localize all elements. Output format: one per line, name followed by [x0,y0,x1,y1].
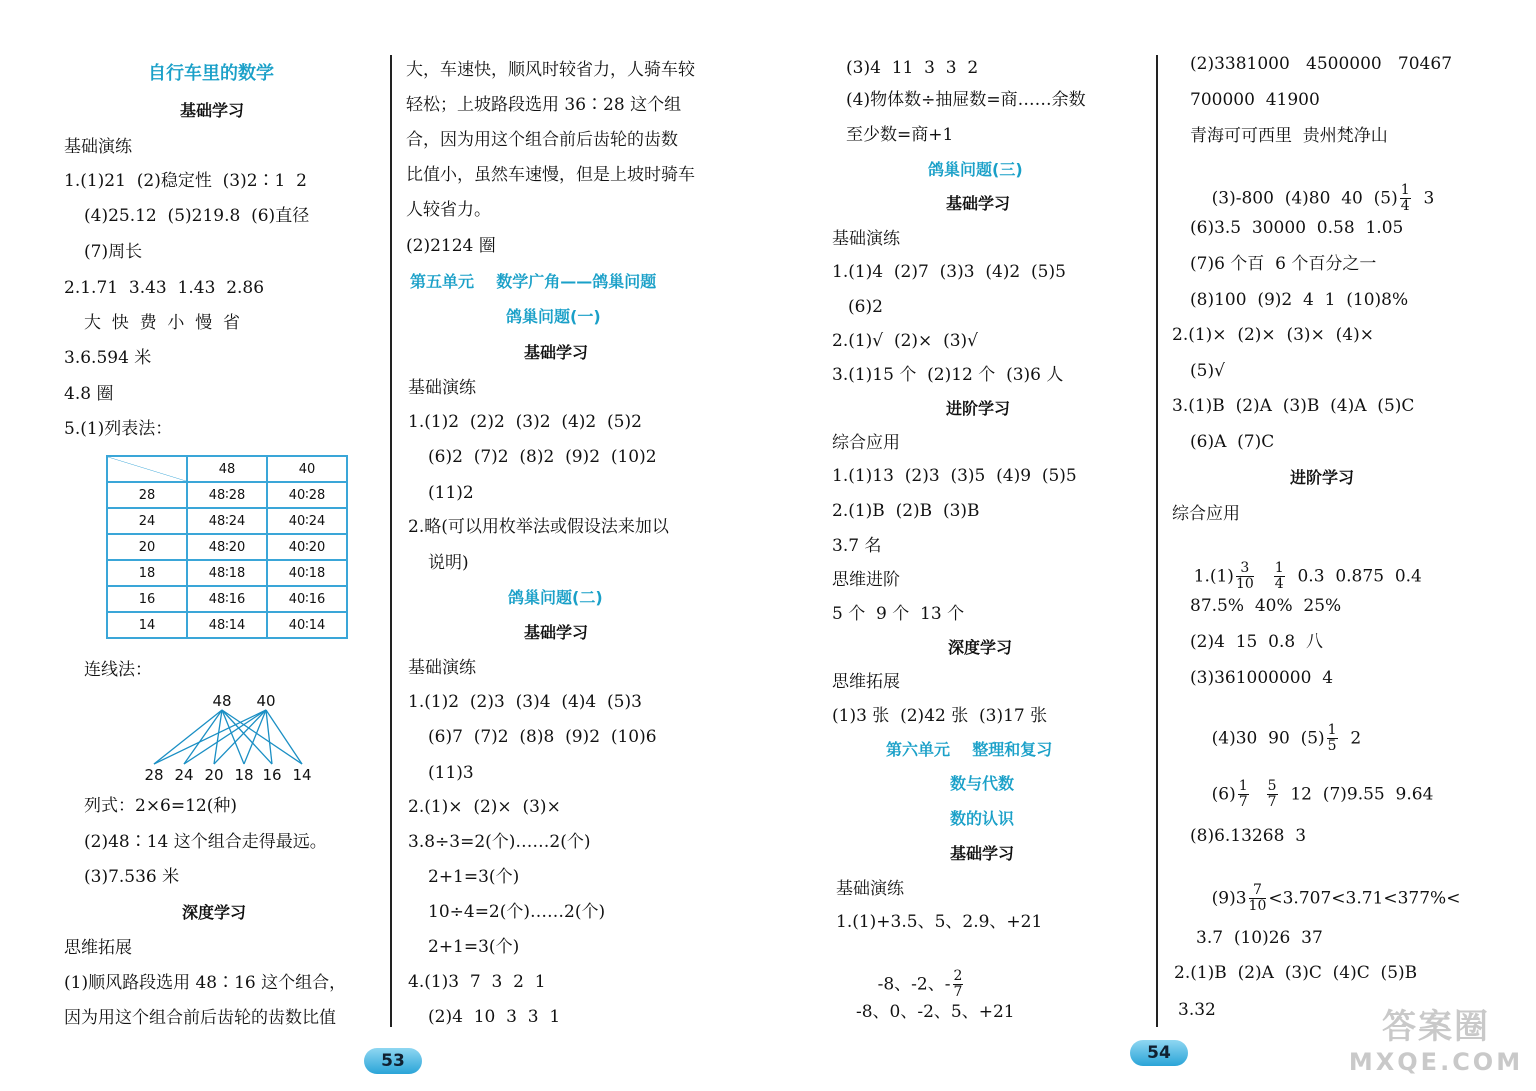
answer-text: (4)30 90 (5) [1211,728,1325,749]
answer-text: (9)3 [1211,888,1247,909]
answer-line: 青海可可西里 贵州梵净山 [1190,126,1388,146]
subheading: 综合应用 [832,433,900,453]
answer-line: 10÷4=2(个)……2(个) [428,902,606,922]
node-bottom: 18 [234,766,254,784]
fraction: $\frac{3}{10}$ [1235,560,1254,593]
table-cell: 40∶14 [267,612,347,638]
answer-line: 2+1=3(个) [428,867,520,887]
answer-line: 2+1=3(个) [428,937,520,957]
answer-line: (8)6.13268 3 [1190,826,1307,846]
answer-text: (6) [1211,784,1236,805]
answer-line: 大，车速快，顺风时较省力，人骑车较 [406,60,695,80]
table-row [107,482,347,508]
table-row [107,534,347,560]
node-top: 40 [256,692,276,710]
section-heading: 基础学习 [946,194,1011,213]
answer-line: 3.7 名 [832,536,882,556]
answer-line: (7)周长 [84,242,143,262]
connection-diagram [140,692,320,784]
fraction: $\frac{5}{7}$ [1267,778,1277,811]
answer-line: 2.(1)B (2)B (3)B [832,501,980,521]
answer-text: 1.(1) [1193,566,1234,587]
table-row [107,560,347,586]
section-heading: 深度学习 [182,903,247,922]
answer-line: 合，因为用这个组合前后齿轮的齿数 [406,130,678,150]
fraction: $\frac{1}{4}$ [1400,182,1410,215]
subheading: 基础演练 [408,658,476,678]
table-cell: 40∶28 [267,482,347,508]
section-title: 自行车里的数学 [148,63,274,84]
answer-line: 1.(1)+3.5、5、2.9、+21 [836,912,1043,932]
table-cell: 18 [107,560,187,586]
answer-line: 4.8 圈 [64,384,114,404]
table-cell: 28 [107,482,187,508]
answer-line: 1.(1)2 (2)2 (3)2 (4)2 (5)2 [408,412,642,432]
node-bottom: 24 [174,766,194,784]
fraction: $\frac{1}{5}$ [1327,722,1337,755]
table-cell: 16 [107,586,187,612]
answer-line: (2)2124 圈 [406,236,496,256]
subheading: 基础演练 [832,229,900,249]
answer-line: 4.(1)3 7 3 2 1 [408,972,546,992]
answer-line: 轻松；上坡路段选用 36∶28 这个组 [406,95,682,115]
answer-line: (8)100 (9)2 4 1 (10)8% [1190,290,1409,310]
answer-text: 3 [1412,188,1435,209]
section-title: 数的认识 [950,809,1015,828]
answer-line: 3.(1)15 个 (2)12 个 (3)6 人 [832,365,1064,385]
answer-line: 3.32 [1178,1000,1216,1020]
answer-line: (1)3 张 (2)42 张 (3)17 张 [832,706,1048,726]
table-cell: 14 [107,612,187,638]
answer-line: 人较省力。 [406,200,491,220]
answer-line: 5 个 9 个 13 个 [832,604,965,624]
table-header: 40 [267,456,347,482]
answer-line: (11)2 [428,483,474,503]
section-heading: 进阶学习 [1290,468,1355,487]
subheading: 基础演练 [408,378,476,398]
answer-line: (3)4 11 3 3 2 [846,58,979,78]
page-number: 53 [364,1048,422,1074]
section-title: 鸽巢问题(一) [506,307,601,326]
answer-line: 5.(1)列表法： [64,419,173,439]
answer-line: 说明) [428,553,469,573]
answer-line: 连线法： [84,660,152,680]
answer-line: (4)物体数÷抽屉数=商……余数 [846,90,1086,110]
node-bottom: 20 [204,766,224,784]
subheading: 基础演练 [64,137,132,157]
answer-text: -8、-2、- [877,974,951,995]
table-cell: 40∶20 [267,534,347,560]
answer-line [1190,866,1460,932]
table-cell: 40∶18 [267,560,347,586]
answer-line: (6)2 (7)2 (8)2 (9)2 (10)2 [428,447,657,467]
subheading: 思维拓展 [832,672,900,692]
watermark-url: MXQE.COM [1348,1048,1524,1076]
unit-title: 第六单元 整理和复习 [886,740,1053,759]
answer-line: (1)顺风路段选用 48∶16 这个组合， [64,973,347,993]
table-row [107,586,347,612]
watermark-logo [1346,999,1526,1081]
answer-line: (6)7 (7)2 (8)8 (9)2 (10)6 [428,727,657,747]
answer-line: 2.(1)× (2)× (3)× [408,797,561,817]
answer-line: (6)3.5 30000 0.58 1.05 [1190,218,1404,238]
answer-line: -8、0、-2、5、+21 [856,1002,1015,1022]
section-heading: 进阶学习 [946,399,1011,418]
gear-ratio-table [106,455,348,639]
answer-line: (2)4 15 0.8 八 [1190,632,1323,652]
fraction: $\frac{7}{10}$ [1248,882,1267,915]
answer-line: 2.略(可以用枚举法或假设法来加以 [408,517,669,537]
answer-line [1190,762,1433,828]
watermark-text: 答案圈 [1382,1007,1490,1047]
table-cell: 48∶20 [187,534,267,560]
node-bottom: 28 [144,766,164,784]
table-cell: 48∶28 [187,482,267,508]
subheading: 基础演练 [836,879,904,899]
answer-text: 2 [1339,728,1362,749]
answer-line: 3.7 (10)26 37 [1196,928,1323,948]
table-cell: 48∶18 [187,560,267,586]
fraction: $\frac{1}{7}$ [1238,778,1248,811]
answer-line: (3)7.536 米 [84,867,180,887]
answer-line: 3.(1)B (2)A (3)B (4)A (5)C [1172,396,1415,416]
fraction: $\frac{2}{7}$ [953,968,963,1001]
answer-text: <3.707<3.71<377%< [1268,888,1461,909]
answer-line: 2.1.71 3.43 1.43 2.86 [64,278,265,298]
answer-line: 因为用这个组合前后齿轮的齿数比值 [64,1008,336,1028]
subheading: 思维拓展 [64,938,132,958]
answer-line: (2)4 10 3 3 1 [428,1007,561,1027]
connection-lines [154,710,302,764]
node-bottom: 16 [262,766,282,784]
answer-line: 至少数=商+1 [846,125,954,145]
answer-line: 700000 41900 [1190,90,1320,110]
answer-line: 1.(1)2 (2)3 (3)4 (4)4 (5)3 [408,692,642,712]
column-divider [390,55,392,1027]
table-row [107,612,347,638]
answer-line: (4)25.12 (5)219.8 (6)直径 [84,206,310,226]
section-heading: 基础学习 [180,101,245,120]
table-cell: 48∶16 [187,586,267,612]
answer-line: (5)√ [1190,361,1225,381]
table-cell: 20 [107,534,187,560]
table-cell: 48∶14 [187,612,267,638]
answer-line: (2)3381000 4500000 70467 [1190,54,1453,74]
answer-line: 比值小，虽然车速慢，但是上坡时骑车 [406,165,695,185]
answer-line: (3)361000000 4 [1190,668,1334,688]
unit-title: 第五单元 数学广角——鸽巢问题 [410,272,657,291]
section-title: 数与代数 [950,774,1015,793]
column-divider [1156,55,1158,1027]
table-cell: 24 [107,508,187,534]
answer-line: 3.8÷3=2(个)……2(个) [408,832,591,852]
answer-line: 87.5% 40% 25% [1190,596,1342,616]
section-heading: 基础学习 [524,343,589,362]
subheading: 思维进阶 [832,570,900,590]
section-title: 鸽巢问题(三) [928,160,1023,179]
section-heading: 基础学习 [950,844,1015,863]
answer-line: 1.(1)4 (2)7 (3)3 (4)2 (5)5 [832,262,1066,282]
fraction: $\frac{1}{4}$ [1274,560,1284,593]
answer-line: 3.6.594 米 [64,348,152,368]
table-header: 48 [187,456,267,482]
section-heading: 深度学习 [948,638,1013,657]
answer-line: 2.(1)B (2)A (3)C (4)C (5)B [1174,963,1418,983]
answer-line: 列式：2×6=12(种) [84,796,238,816]
section-heading: 基础学习 [524,623,589,642]
section-title: 鸽巢问题(二) [508,588,603,607]
answer-line: (2)48∶14 这个组合走得最远。 [84,832,327,852]
answer-line: 1.(1)13 (2)3 (3)5 (4)9 (5)5 [832,466,1077,486]
table-corner [107,456,187,482]
subheading: 综合应用 [1172,504,1240,524]
table-cell: 40∶24 [267,508,347,534]
answer-text: 0.3 0.875 0.4 [1286,566,1422,587]
table-row [107,508,347,534]
page-number: 54 [1130,1040,1188,1066]
node-top: 48 [212,692,232,710]
answer-text: 12 (7)9.55 9.64 [1279,784,1434,805]
table-cell: 48∶24 [187,508,267,534]
answer-line: 2.(1)× (2)× (3)× (4)× [1172,325,1374,345]
node-bottom: 14 [292,766,312,784]
answer-line: (6)2 [848,297,883,317]
answer-text: (3)-800 (4)80 40 (5) [1211,188,1398,209]
table-cell: 40∶16 [267,586,347,612]
answer-line: (7)6 个百 6 个百分之一 [1190,254,1377,274]
answer-line: (11)3 [428,763,474,783]
answer-line: (6)A (7)C [1190,432,1275,452]
answer-line: 1.(1)21 (2)稳定性 (3)2∶1 2 [64,171,307,191]
answer-line: 大 快 费 小 慢 省 [84,313,241,333]
answer-line: 2.(1)√ (2)× (3)√ [832,331,978,351]
